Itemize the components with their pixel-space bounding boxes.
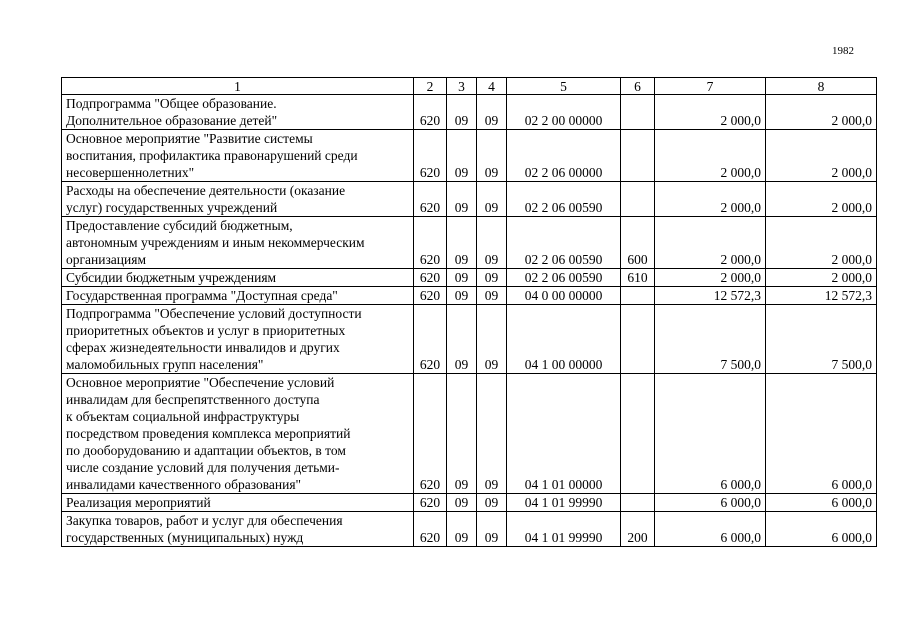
ministry-code-cell: 620: [414, 374, 447, 494]
subsection-cell: 09: [477, 182, 507, 217]
column-header: 4: [477, 78, 507, 95]
row-name-cell: Реализация мероприятий: [62, 494, 414, 512]
section-cell: 09: [447, 182, 477, 217]
section-cell: 09: [447, 217, 477, 269]
section-cell: 09: [447, 287, 477, 305]
row-name-cell: Основное мероприятие "Обеспечение условий инвалидам для беспрепятственного доступа к объектам социальной инфраструктуры посредством проведения комплекса мероприятий по дооборудованию и адаптации объектов, в том числе создание условий для получения детьми- инвалидами качественного образования": [62, 374, 414, 494]
amount-col7-cell: 2 000,0: [655, 130, 766, 182]
amount-col8-cell: 2 000,0: [766, 182, 877, 217]
expense-type-cell: [621, 374, 655, 494]
subsection-cell: 09: [477, 95, 507, 130]
column-header: 7: [655, 78, 766, 95]
expense-type-cell: 200: [621, 512, 655, 547]
section-cell: 09: [447, 130, 477, 182]
expense-type-cell: [621, 130, 655, 182]
ministry-code-cell: 620: [414, 182, 447, 217]
amount-col8-cell: 6 000,0: [766, 512, 877, 547]
row-name-cell: Подпрограмма "Обеспечение условий доступности приоритетных объектов и услуг в приоритетных сферах жизнедеятельности инвалидов и других маломобильных групп населения": [62, 305, 414, 374]
column-header: 2: [414, 78, 447, 95]
expense-type-cell: [621, 95, 655, 130]
column-header: 6: [621, 78, 655, 95]
row-name-cell: Основное мероприятие "Развитие системы воспитания, профилактика правонарушений среди несовершеннолетних": [62, 130, 414, 182]
row-name-cell: Расходы на обеспечение деятельности (оказание услуг) государственных учреждений: [62, 182, 414, 217]
section-cell: 09: [447, 269, 477, 287]
expense-type-cell: [621, 287, 655, 305]
target-article-cell: 02 2 06 00000: [507, 130, 621, 182]
expense-type-cell: [621, 182, 655, 217]
amount-col8-cell: 2 000,0: [766, 269, 877, 287]
ministry-code-cell: 620: [414, 269, 447, 287]
table-row: [62, 512, 877, 547]
ministry-code-cell: 620: [414, 130, 447, 182]
column-header: 3: [447, 78, 477, 95]
target-article-cell: 04 1 01 99990: [507, 512, 621, 547]
target-article-cell: 02 2 06 00590: [507, 182, 621, 217]
subsection-cell: 09: [477, 287, 507, 305]
row-name-cell: Закупка товаров, работ и услуг для обеспечения государственных (муниципальных) нужд: [62, 512, 414, 547]
ministry-code-cell: 620: [414, 494, 447, 512]
table-row: [62, 494, 877, 512]
table-row: [62, 269, 877, 287]
amount-col8-cell: 12 572,3: [766, 287, 877, 305]
amount-col8-cell: 6 000,0: [766, 494, 877, 512]
column-header: 8: [766, 78, 877, 95]
amount-col8-cell: 2 000,0: [766, 130, 877, 182]
amount-col7-cell: 2 000,0: [655, 95, 766, 130]
subsection-cell: 09: [477, 512, 507, 547]
table-row: [62, 374, 877, 494]
table-row: [62, 305, 877, 374]
table-row: [62, 95, 877, 130]
section-cell: 09: [447, 494, 477, 512]
budget-table: [61, 77, 877, 547]
table-row: [62, 217, 877, 269]
amount-col7-cell: 2 000,0: [655, 182, 766, 217]
target-article-cell: 04 1 01 00000: [507, 374, 621, 494]
page-number: 1982: [832, 45, 854, 57]
section-cell: 09: [447, 512, 477, 547]
table-body: [62, 95, 877, 547]
amount-col7-cell: 6 000,0: [655, 494, 766, 512]
target-article-cell: 04 1 01 99990: [507, 494, 621, 512]
row-name-cell: Субсидии бюджетным учреждениям: [62, 269, 414, 287]
target-article-cell: 02 2 06 00590: [507, 269, 621, 287]
column-header: 5: [507, 78, 621, 95]
amount-col7-cell: 6 000,0: [655, 374, 766, 494]
table-row: [62, 287, 877, 305]
amount-col7-cell: 12 572,3: [655, 287, 766, 305]
amount-col7-cell: 7 500,0: [655, 305, 766, 374]
amount-col7-cell: 2 000,0: [655, 269, 766, 287]
ministry-code-cell: 620: [414, 217, 447, 269]
target-article-cell: 02 2 00 00000: [507, 95, 621, 130]
target-article-cell: 04 0 00 00000: [507, 287, 621, 305]
subsection-cell: 09: [477, 269, 507, 287]
expense-type-cell: 610: [621, 269, 655, 287]
amount-col7-cell: 6 000,0: [655, 512, 766, 547]
subsection-cell: 09: [477, 130, 507, 182]
ministry-code-cell: 620: [414, 95, 447, 130]
amount-col8-cell: 2 000,0: [766, 95, 877, 130]
expense-type-cell: [621, 305, 655, 374]
amount-col7-cell: 2 000,0: [655, 217, 766, 269]
subsection-cell: 09: [477, 494, 507, 512]
section-cell: 09: [447, 95, 477, 130]
ministry-code-cell: 620: [414, 512, 447, 547]
section-cell: 09: [447, 305, 477, 374]
ministry-code-cell: 620: [414, 305, 447, 374]
subsection-cell: 09: [477, 217, 507, 269]
section-cell: 09: [447, 374, 477, 494]
target-article-cell: 04 1 00 00000: [507, 305, 621, 374]
table-header-row: [62, 78, 877, 95]
expense-type-cell: [621, 494, 655, 512]
column-header: 1: [62, 78, 414, 95]
ministry-code-cell: 620: [414, 287, 447, 305]
amount-col8-cell: 2 000,0: [766, 217, 877, 269]
target-article-cell: 02 2 06 00590: [507, 217, 621, 269]
table-row: [62, 130, 877, 182]
amount-col8-cell: 7 500,0: [766, 305, 877, 374]
row-name-cell: Государственная программа "Доступная среда": [62, 287, 414, 305]
amount-col8-cell: 6 000,0: [766, 374, 877, 494]
row-name-cell: Подпрограмма "Общее образование. Дополнительное образование детей": [62, 95, 414, 130]
expense-type-cell: 600: [621, 217, 655, 269]
row-name-cell: Предоставление субсидий бюджетным, автономным учреждениям и иным некоммерческим организациям: [62, 217, 414, 269]
table-row: [62, 182, 877, 217]
subsection-cell: 09: [477, 374, 507, 494]
subsection-cell: 09: [477, 305, 507, 374]
